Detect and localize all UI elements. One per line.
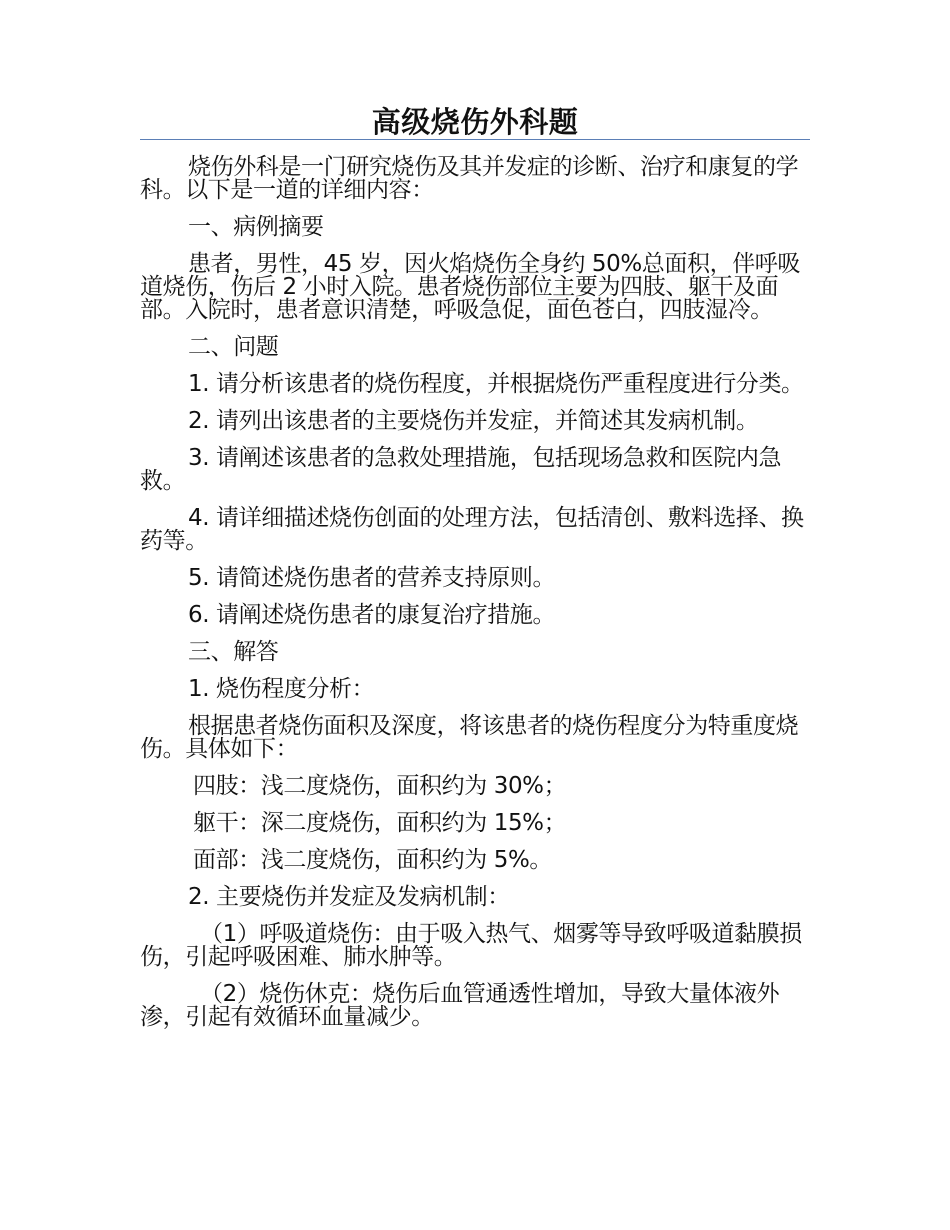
document-title: 高级烧伤外科题 bbox=[371, 105, 579, 139]
burn-detail-item: 四肢：浅二度烧伤，面积约为 30%； bbox=[193, 773, 567, 799]
burn-detail-item: 躯干：深二度烧伤，面积约为 15%； bbox=[193, 810, 567, 836]
burn-detail-item: 面部：浅二度烧伤，面积约为 5%。 bbox=[193, 847, 552, 873]
question-item: 5. 请简述烧伤患者的营养支持原则。 bbox=[188, 565, 556, 591]
question-item: 6. 请阐述烧伤患者的康复治疗措施。 bbox=[188, 602, 556, 628]
title-underline bbox=[140, 139, 810, 140]
section-heading-answers: 三、解答 bbox=[188, 639, 279, 665]
answer-heading: 2. 主要烧伤并发症及发病机制： bbox=[188, 884, 510, 910]
question-item: 3. 请阐述该患者的急救处理措施，包括现场急救和医院内急救。 bbox=[140, 445, 782, 494]
section-heading-questions: 二、问题 bbox=[188, 334, 279, 360]
answer-heading: 1. 烧伤程度分析： bbox=[188, 676, 375, 702]
section-heading-case-summary: 一、病例摘要 bbox=[188, 214, 324, 240]
document-body bbox=[140, 156, 812, 1043]
complication-item: （1）呼吸道烧伤：由于吸入热气、烟雾等导致呼吸道黏膜损伤，引起呼吸困难、肺水肿等。 bbox=[140, 921, 802, 970]
question-item: 1. 请分析该患者的烧伤程度，并根据烧伤严重程度进行分类。 bbox=[188, 371, 804, 397]
case-summary-paragraph: 患者，男性，45 岁，因火焰烧伤全身约 50%总面积，伴呼吸道烧伤，伤后 2 小时入院。患者烧伤部位主要为四肢、躯干及面部。入院时，患者意识清楚，呼吸急促，面色苍白，四肢湿冷。 bbox=[140, 251, 801, 323]
answer-paragraph: 根据患者烧伤面积及深度，将该患者的烧伤程度分为特重度烧伤。具体如下： bbox=[140, 713, 799, 762]
question-item: 2. 请列出该患者的主要烧伤并发症，并简述其发病机制。 bbox=[188, 408, 759, 434]
question-item: 4. 请详细描述烧伤创面的处理方法，包括清创、敷料选择、换药等。 bbox=[140, 505, 804, 554]
intro-paragraph: 烧伤外科是一门研究烧伤及其并发症的诊断、治疗和康复的学科。以下是一道的详细内容： bbox=[140, 154, 799, 203]
complication-item: （2）烧伤休克：烧伤后血管通透性增加，导致大量体液外渗，引起有效循环血量减少。 bbox=[140, 981, 780, 1030]
